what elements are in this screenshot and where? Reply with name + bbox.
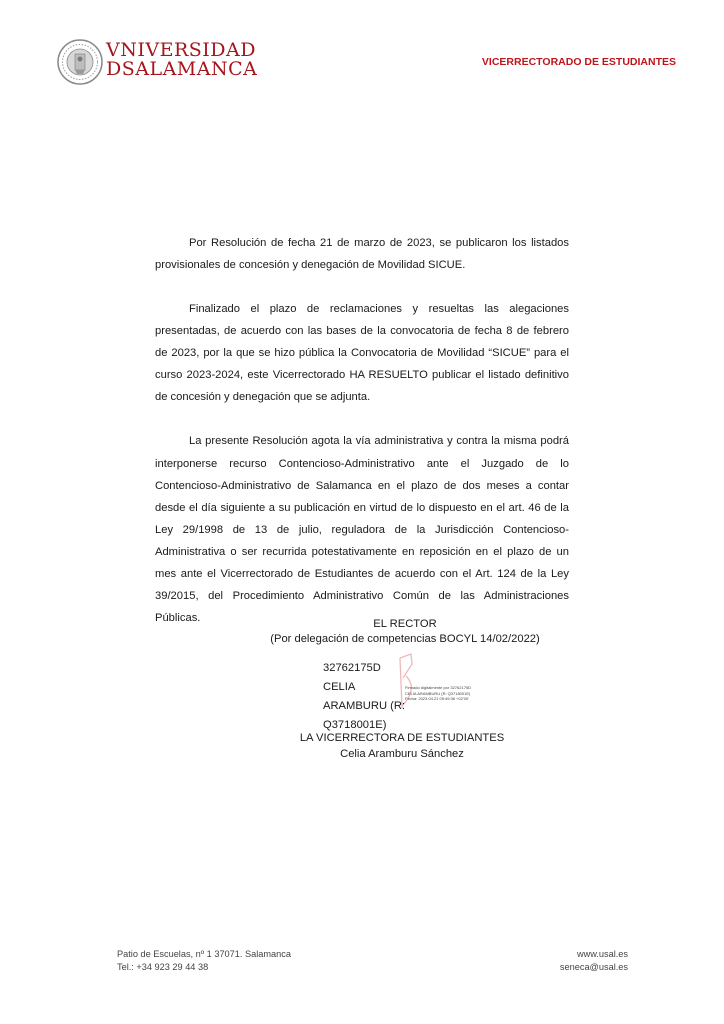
paragraph-2: Finalizado el plazo de reclamaciones y resueltas las alegaciones presentadas, de acuerdo con las bases de la convocatoria de fecha 8 de febrero de 2023, por la que se hizo pública la Convocatoria de Movilidad “SICUE” para el curso 2023-2024, este Vicerrectorado HA RESUELTO publicar el listado definitivo de concesión y denegación que se adjunta. [155, 303, 569, 404]
signer-line-3: ARAMBURU (R: [323, 700, 406, 712]
logo-line-1: VNIVERSIDAD [106, 39, 256, 61]
signer-line-4: Q3718001E) [323, 719, 387, 731]
vice-rector-name: Celia Aramburu Sánchez [340, 747, 464, 760]
logo-line-2: DSALAMANCA [106, 58, 258, 80]
department-title: VICERRECTORADO DE ESTUDIANTES [481, 56, 676, 68]
digital-line-1: Firmado digitalmente por 32762175D [405, 685, 472, 690]
university-logo [56, 38, 258, 86]
vice-rector-title: LA VICERRECTORA DE ESTUDIANTES [299, 732, 505, 744]
delegation-note: (Por delegación de competencias BOCYL 14/02/2022) [270, 633, 540, 645]
logo-wordmark [106, 41, 257, 79]
paragraph-1: Por Resolución de fecha 21 de marzo de 2023, se publicaron los listados provisionales de concesión y denegación de Movilidad SICUE. [155, 237, 569, 272]
digital-signature-note [405, 685, 525, 702]
footer-contact [117, 948, 291, 974]
digital-line-2: CELIA ARAMBURU (R: Q3718001E) [405, 690, 471, 696]
signatory-title: EL RECTOR [373, 618, 437, 630]
signer-id-block [323, 659, 405, 735]
signer-line-1: 32762175D [323, 662, 381, 674]
signer-line-2: CELIA [323, 681, 356, 693]
vice-rector-block [296, 731, 508, 762]
footer-links [560, 948, 628, 974]
footer-website-link[interactable]: www.usal.es [576, 949, 628, 959]
paragraph-3: La presente Resolución agota la vía administrativa y contra la misma podrá interponerse recurso Contencioso-Administrativo ante el Juzgado de lo Contencioso-Administrativo de Salamanca en el plazo de dos meses a contar desde el día siguiente a su publicación en virtud de lo dispuesto en el art. 46 de la Ley 29/1998 de 13 de julio, reguladora de la Jurisdicción Contencioso-Administrativa o ser recurrida potestativamente en reposición en el plazo de un mes ante el Vicerrectorado de Estudiantes de acuerdo con el Art. 124 de la Ley 39/2015, del Procedimiento Administrativo Común de las Administraciones Públicas. [155, 435, 569, 625]
footer-phone: Tel.: +34 923 29 44 38 [117, 962, 209, 972]
footer-email-link[interactable]: seneca@usal.es [559, 962, 628, 972]
university-seal-icon [56, 38, 104, 86]
digital-line-3: Fecha: 2023.04.21 09:49:36 +02'00' [405, 696, 469, 701]
footer-address: Patio de Escuelas, nº 1 37071. Salamanca [117, 949, 291, 959]
document-body [155, 232, 569, 651]
